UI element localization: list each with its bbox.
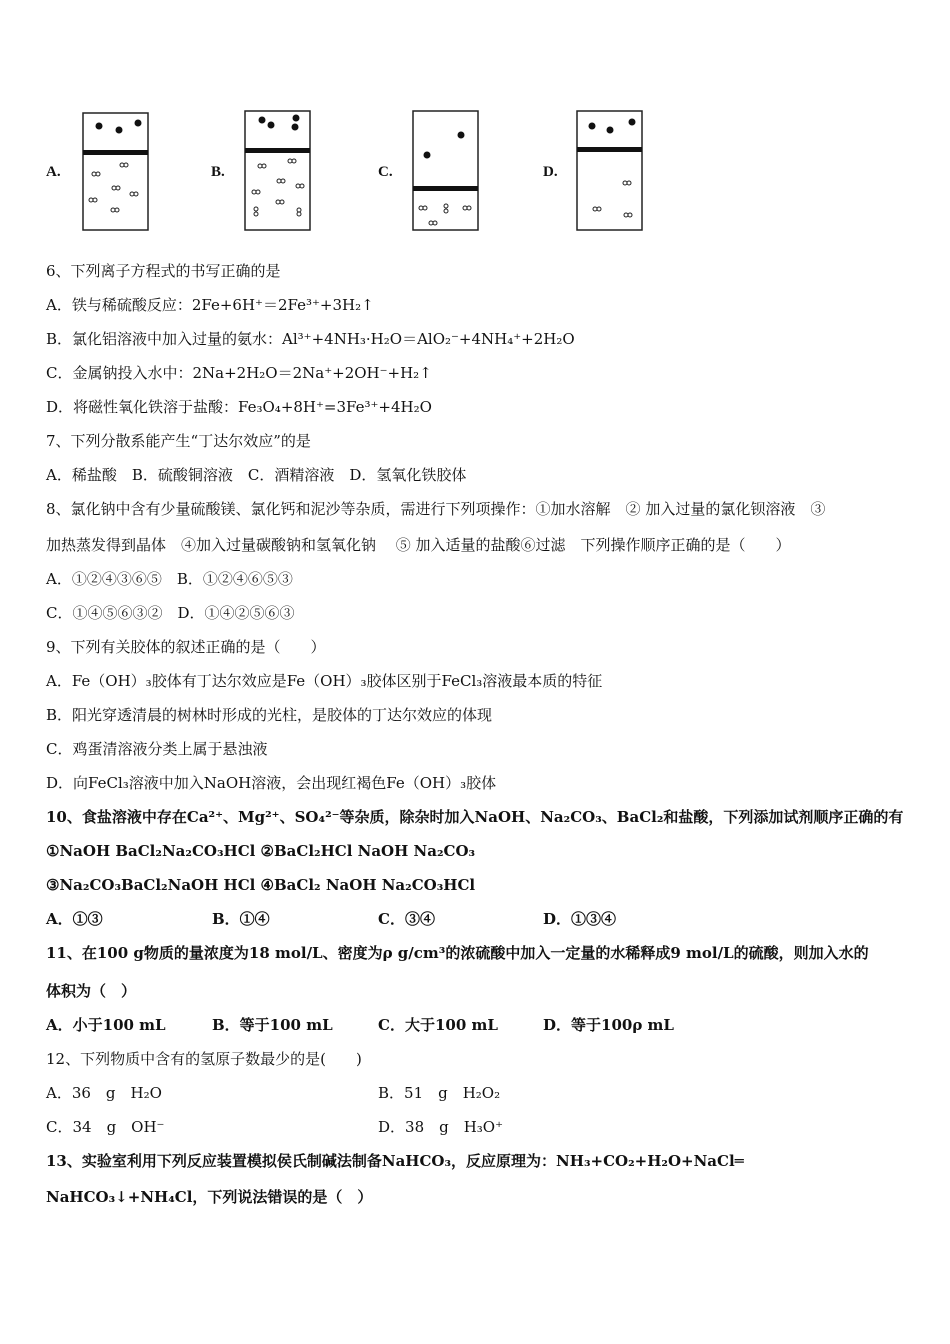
q12-option-a: A．36 g H₂O [46, 1084, 162, 1102]
q8-stem-line2: 加热蒸发得到晶体 ④加入过量碳酸钠和氢氧化钠 ⑤ 加入适量的盐酸⑥过滤 下列操作顺序正确的是（ ） [46, 536, 791, 554]
q9-option-c: C．鸡蛋清溶液分类上属于悬浊液 [46, 740, 268, 758]
figure-label-b: B. [211, 164, 225, 180]
diagram-a [80, 108, 152, 234]
q13-stem-line2: NaHCO₃↓+NH₄Cl，下列说法错误的是（ ） [46, 1188, 373, 1206]
q11-option-d: D．等于100ρ mL [543, 1016, 674, 1034]
diagram-b [242, 106, 314, 234]
q9-option-d: D．向FeCl₃溶液中加入NaOH溶液，会出现红褐色Fe（OH）₃胶体 [46, 774, 497, 792]
q12-option-b: B．51 g H₂O₂ [378, 1084, 501, 1102]
q8-options-cd: C．①④⑤⑥③② D．①④②⑤⑥③ [46, 604, 295, 622]
q10-sequence-2: ③Na₂CO₃BaCl₂NaOH HCl ④BaCl₂ NaOH Na₂CO₃HCl [46, 876, 476, 894]
q10-option-d: D．①③④ [543, 910, 617, 928]
q10-option-b: B．①④ [212, 910, 270, 928]
q6-stem: 6、下列离子方程式的书写正确的是 [46, 262, 281, 280]
q8-stem-line1: 8、氯化钠中含有少量硫酸镁、氯化钙和泥沙等杂质，需进行下列项操作：①加水溶解 ② 加入过量的氯化钡溶液 ③ [46, 500, 826, 518]
q7-options: A．稀盐酸 B．硫酸铜溶液 C．酒精溶液 D．氢氧化铁胶体 [46, 466, 467, 484]
q10-option-a: A．①③ [46, 910, 103, 928]
q11-option-a: A．小于100 mL [46, 1016, 166, 1034]
q11-stem-line2: 体积为（ ） [46, 982, 137, 1000]
q10-stem: 10、食盐溶液中存在Ca²⁺、Mg²⁺、SO₄²⁻等杂质，除杂时加入NaOH、Na₂CO₃、BaCl₂和盐酸，下列添加试剂顺序正确的有 [46, 808, 904, 826]
figure-label-d: D. [543, 164, 558, 180]
diagram-c [410, 106, 482, 234]
q12-option-c: C．34 g OH⁻ [46, 1118, 165, 1136]
figure-label-a: A. [46, 164, 61, 180]
q10-sequence-1: ①NaOH BaCl₂Na₂CO₃HCl ②BaCl₂HCl NaOH Na₂CO₃ [46, 842, 476, 860]
q11-stem-line1: 11、在100 g物质的量浓度为18 mol/L、密度为ρ g/cm³的浓硫酸中加入一定量的水稀释成9 mol/L的硫酸，则加入水的 [46, 944, 869, 962]
diagram-d [574, 106, 646, 234]
q7-stem: 7、下列分散系能产生“丁达尔效应”的是 [46, 432, 311, 450]
q12-option-d: D．38 g H₃O⁺ [378, 1118, 504, 1136]
q12-stem: 12、下列物质中含有的氢原子数最少的是( ) [46, 1050, 362, 1068]
q9-option-a: A．Fe（OH）₃胶体有丁达尔效应是Fe（OH）₃胶体区别于FeCl₃溶液最本质的特征 [46, 672, 603, 690]
q13-stem-line1: 13、实验室利用下列反应装置模拟侯氏制碱法制备NaHCO₃，反应原理为：NH₃+CO₂+H₂O+NaCl═ [46, 1152, 744, 1170]
q6-option-a: A．铁与稀硫酸反应：2Fe+6H⁺＝2Fe³⁺+3H₂↑ [46, 296, 374, 314]
q6-option-b: B．氯化铝溶液中加入过量的氨水：Al³⁺+4NH₃·H₂O＝AlO₂⁻+4NH₄⁺+2H₂O [46, 330, 575, 348]
q9-stem: 9、下列有关胶体的叙述正确的是（ ） [46, 638, 326, 656]
q11-option-c: C．大于100 mL [378, 1016, 498, 1034]
q6-option-c: C．金属钠投入水中：2Na+2H₂O＝2Na⁺+2OH⁻+H₂↑ [46, 364, 432, 382]
q6-option-d: D．将磁性氧化铁溶于盐酸：Fe₃O₄+8H⁺=3Fe³⁺+4H₂O [46, 398, 432, 416]
q8-options-ab: A．①②④③⑥⑤ B．①②④⑥⑤③ [46, 570, 293, 588]
figure-label-c: C. [378, 164, 393, 180]
q9-option-b: B．阳光穿透清晨的树林时形成的光柱，是胶体的丁达尔效应的体现 [46, 706, 493, 724]
q10-option-c: C．③④ [378, 910, 435, 928]
q11-option-b: B．等于100 mL [212, 1016, 333, 1034]
